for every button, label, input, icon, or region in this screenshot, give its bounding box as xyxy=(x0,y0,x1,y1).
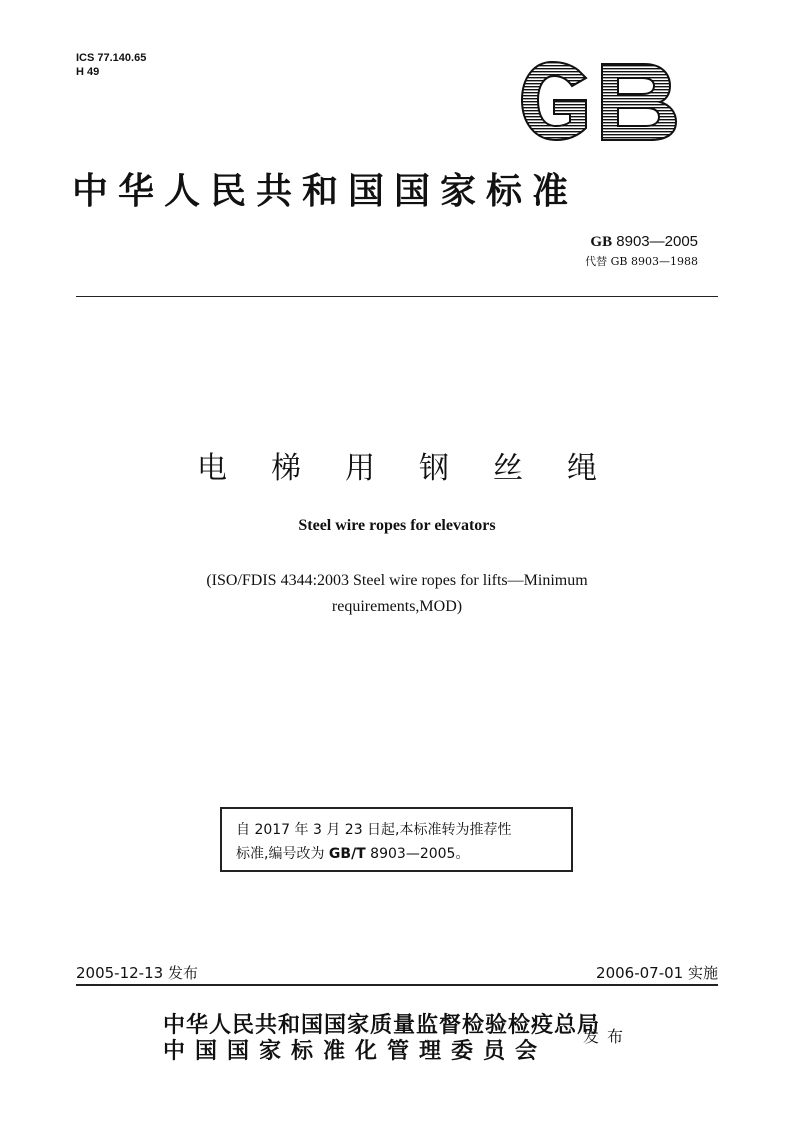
bottom-rule xyxy=(76,984,718,986)
issue-date: 2005-12-13 发布 xyxy=(76,964,198,982)
org-title: 中华人民共和国国家标准 xyxy=(72,171,579,212)
title-english: Steel wire ropes for elevators xyxy=(298,517,496,534)
issuer-aqsiq: 中华人民共和国国家质量监督检验检疫总局 xyxy=(163,1013,601,1038)
issuer-sac: 中国国家标准化管理委员会 xyxy=(163,1039,548,1064)
replaces-standard: 代替 GB 8903—1988 xyxy=(585,255,698,268)
classification-codes xyxy=(76,51,146,79)
iso-reference xyxy=(0,568,794,620)
class-code: H 49 xyxy=(76,66,100,78)
standard-number xyxy=(590,233,698,251)
top-rule xyxy=(76,296,718,297)
publish-label: 发布 xyxy=(583,1027,632,1046)
notice-line-2-pre: 标准,编号改为 xyxy=(236,846,329,862)
standard-prefix: GB xyxy=(590,234,613,250)
iso-line-2: requirements,MOD) xyxy=(331,598,463,615)
title-chinese: 电梯用钢丝绳 xyxy=(197,451,641,486)
gb-logo xyxy=(518,56,680,146)
notice-box xyxy=(220,807,573,872)
notice-line-2-post: 8903—2005。 xyxy=(365,846,470,862)
notice-gbt: GB/T xyxy=(328,846,366,862)
notice-line-1: 自 2017 年 3 月 23 日起,本标准转为推荐性 xyxy=(236,822,512,838)
ics-code: ICS 77.140.65 xyxy=(76,52,147,64)
standard-code: 8903—2005 xyxy=(612,233,698,250)
implementation-date: 2006-07-01 实施 xyxy=(596,964,718,982)
iso-line-1: (ISO/FDIS 4344:2003 Steel wire ropes for lifts—Minimum xyxy=(206,572,588,589)
notice-line-2 xyxy=(236,842,557,866)
